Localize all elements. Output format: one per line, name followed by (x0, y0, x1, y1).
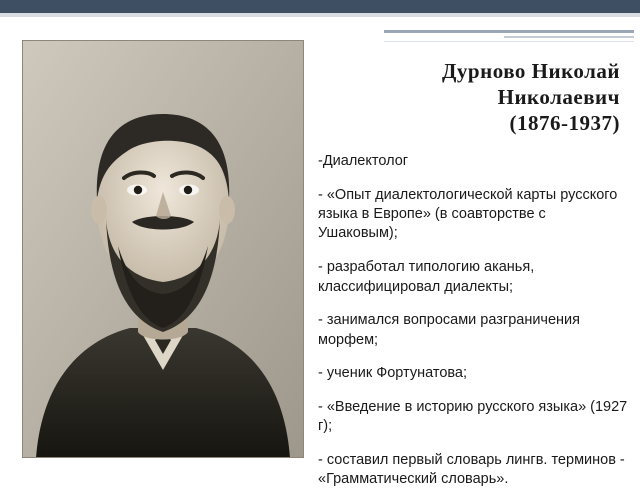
portrait-photo (22, 40, 304, 458)
list-item: - разработал типологию аканья, классифицировал диалекты; (318, 259, 535, 295)
list-item: - «Введение в историю русского языка» (1927 г); (318, 399, 628, 435)
accent-rule-1 (384, 30, 634, 33)
list-item: - занимался вопросами разграничения морфем; (318, 312, 581, 348)
title-line-1: Дурново Николай (441, 59, 620, 83)
list-item: - составил первый словарь лингв. терминов - «Грамматический словарь». (318, 452, 625, 488)
accent-rule-2 (504, 36, 634, 38)
list-item: - ученик Фортунатова; (318, 365, 468, 382)
portrait-illustration (22, 40, 304, 458)
page-title (318, 58, 628, 136)
accent-rule-3 (384, 41, 634, 42)
title-line-3: (1876-1937) (509, 111, 620, 136)
bullet-list (318, 152, 628, 490)
header-band-light (0, 13, 640, 17)
title-line-2: Николаевич (497, 85, 620, 110)
header-band (0, 0, 640, 13)
list-item: -Диалектолог (318, 153, 409, 170)
list-item: - «Опыт диалектологической карты русского языка в Европе» (в соавторстве с Ушаковым); (318, 186, 618, 242)
text-column (318, 58, 628, 501)
